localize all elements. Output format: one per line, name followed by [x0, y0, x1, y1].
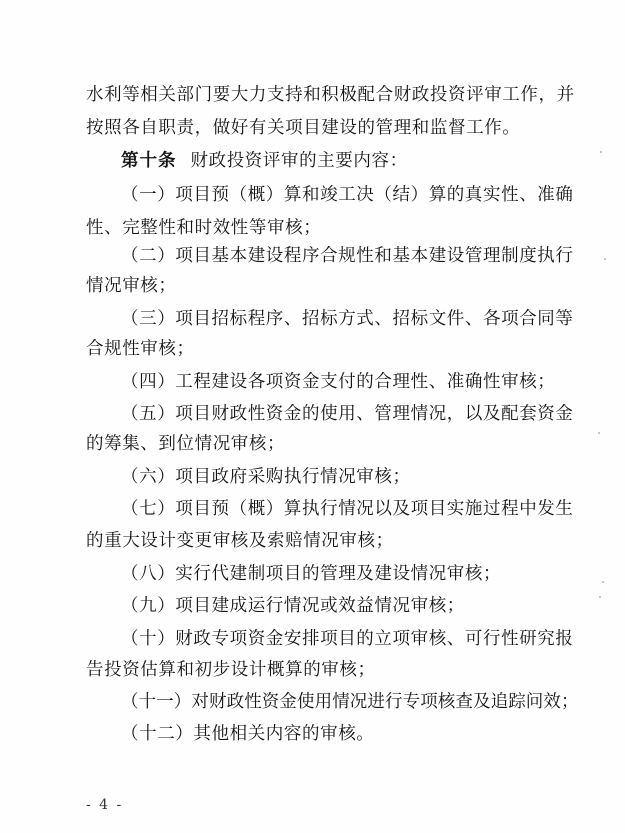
item-line: 告投资估算和初步设计概算的审核；: [86, 660, 376, 680]
article-heading: [121, 146, 538, 176]
item-line: （十）财政专项资金安排项目的立项审核、可行性研究报: [121, 629, 574, 649]
item-line: （六）项目政府采购执行情况审核；: [121, 467, 411, 487]
scan-speck: [604, 258, 606, 260]
item-line: 合规性审核；: [86, 339, 195, 359]
item-line: 情况审核；: [86, 276, 177, 296]
page-number: - 4 -: [86, 797, 124, 813]
item-line: （九）项目建成运行情况或效益情况审核；: [121, 596, 465, 616]
item-line: 的重大设计变更审核及索赔情况审核；: [86, 531, 394, 551]
item-line: （八）实行代建制项目的管理及建设情况审核；: [121, 564, 502, 584]
scan-speck: [600, 151, 602, 153]
continuation-line: 按照各自职责，做好有关项目建设的管理和监督工作。: [86, 118, 521, 138]
scan-speck: [602, 581, 604, 583]
item-line: 的筹集、到位情况审核；: [86, 434, 286, 454]
continuation-line: 水利等相关部门要大力支持和积极配合财政投资评审工作，并: [86, 85, 575, 105]
item-line: （四）工程建设各项资金支付的合理性、准确性审核；: [121, 372, 556, 392]
scan-speck: [599, 596, 601, 598]
item-line: （七）项目预（概）算执行情况以及项目实施过程中发生: [121, 499, 574, 519]
item-line: （二）项目基本建设程序合规性和基本建设管理制度执行: [121, 246, 574, 266]
scan-speck: [598, 432, 600, 434]
article-number: 第十条: [121, 151, 177, 171]
article-title: 财政投资评审的主要内容：: [190, 151, 408, 171]
item-line: 性、完整性和时效性等审核；: [86, 218, 322, 238]
item-line: （五）项目财政性资金的使用、管理情况，以及配套资金: [121, 404, 574, 424]
item-line: （十二）其他相关内容的审核。: [121, 724, 375, 744]
item-line: （三）项目招标程序、招标方式、招标文件、各项合同等: [121, 309, 574, 329]
item-line: （十一）对财政性资金使用情况进行专项核查及追踪问效；: [121, 692, 579, 712]
item-line: （一）项目预（概）算和竣工决（结）算的真实性、准确: [121, 185, 574, 205]
